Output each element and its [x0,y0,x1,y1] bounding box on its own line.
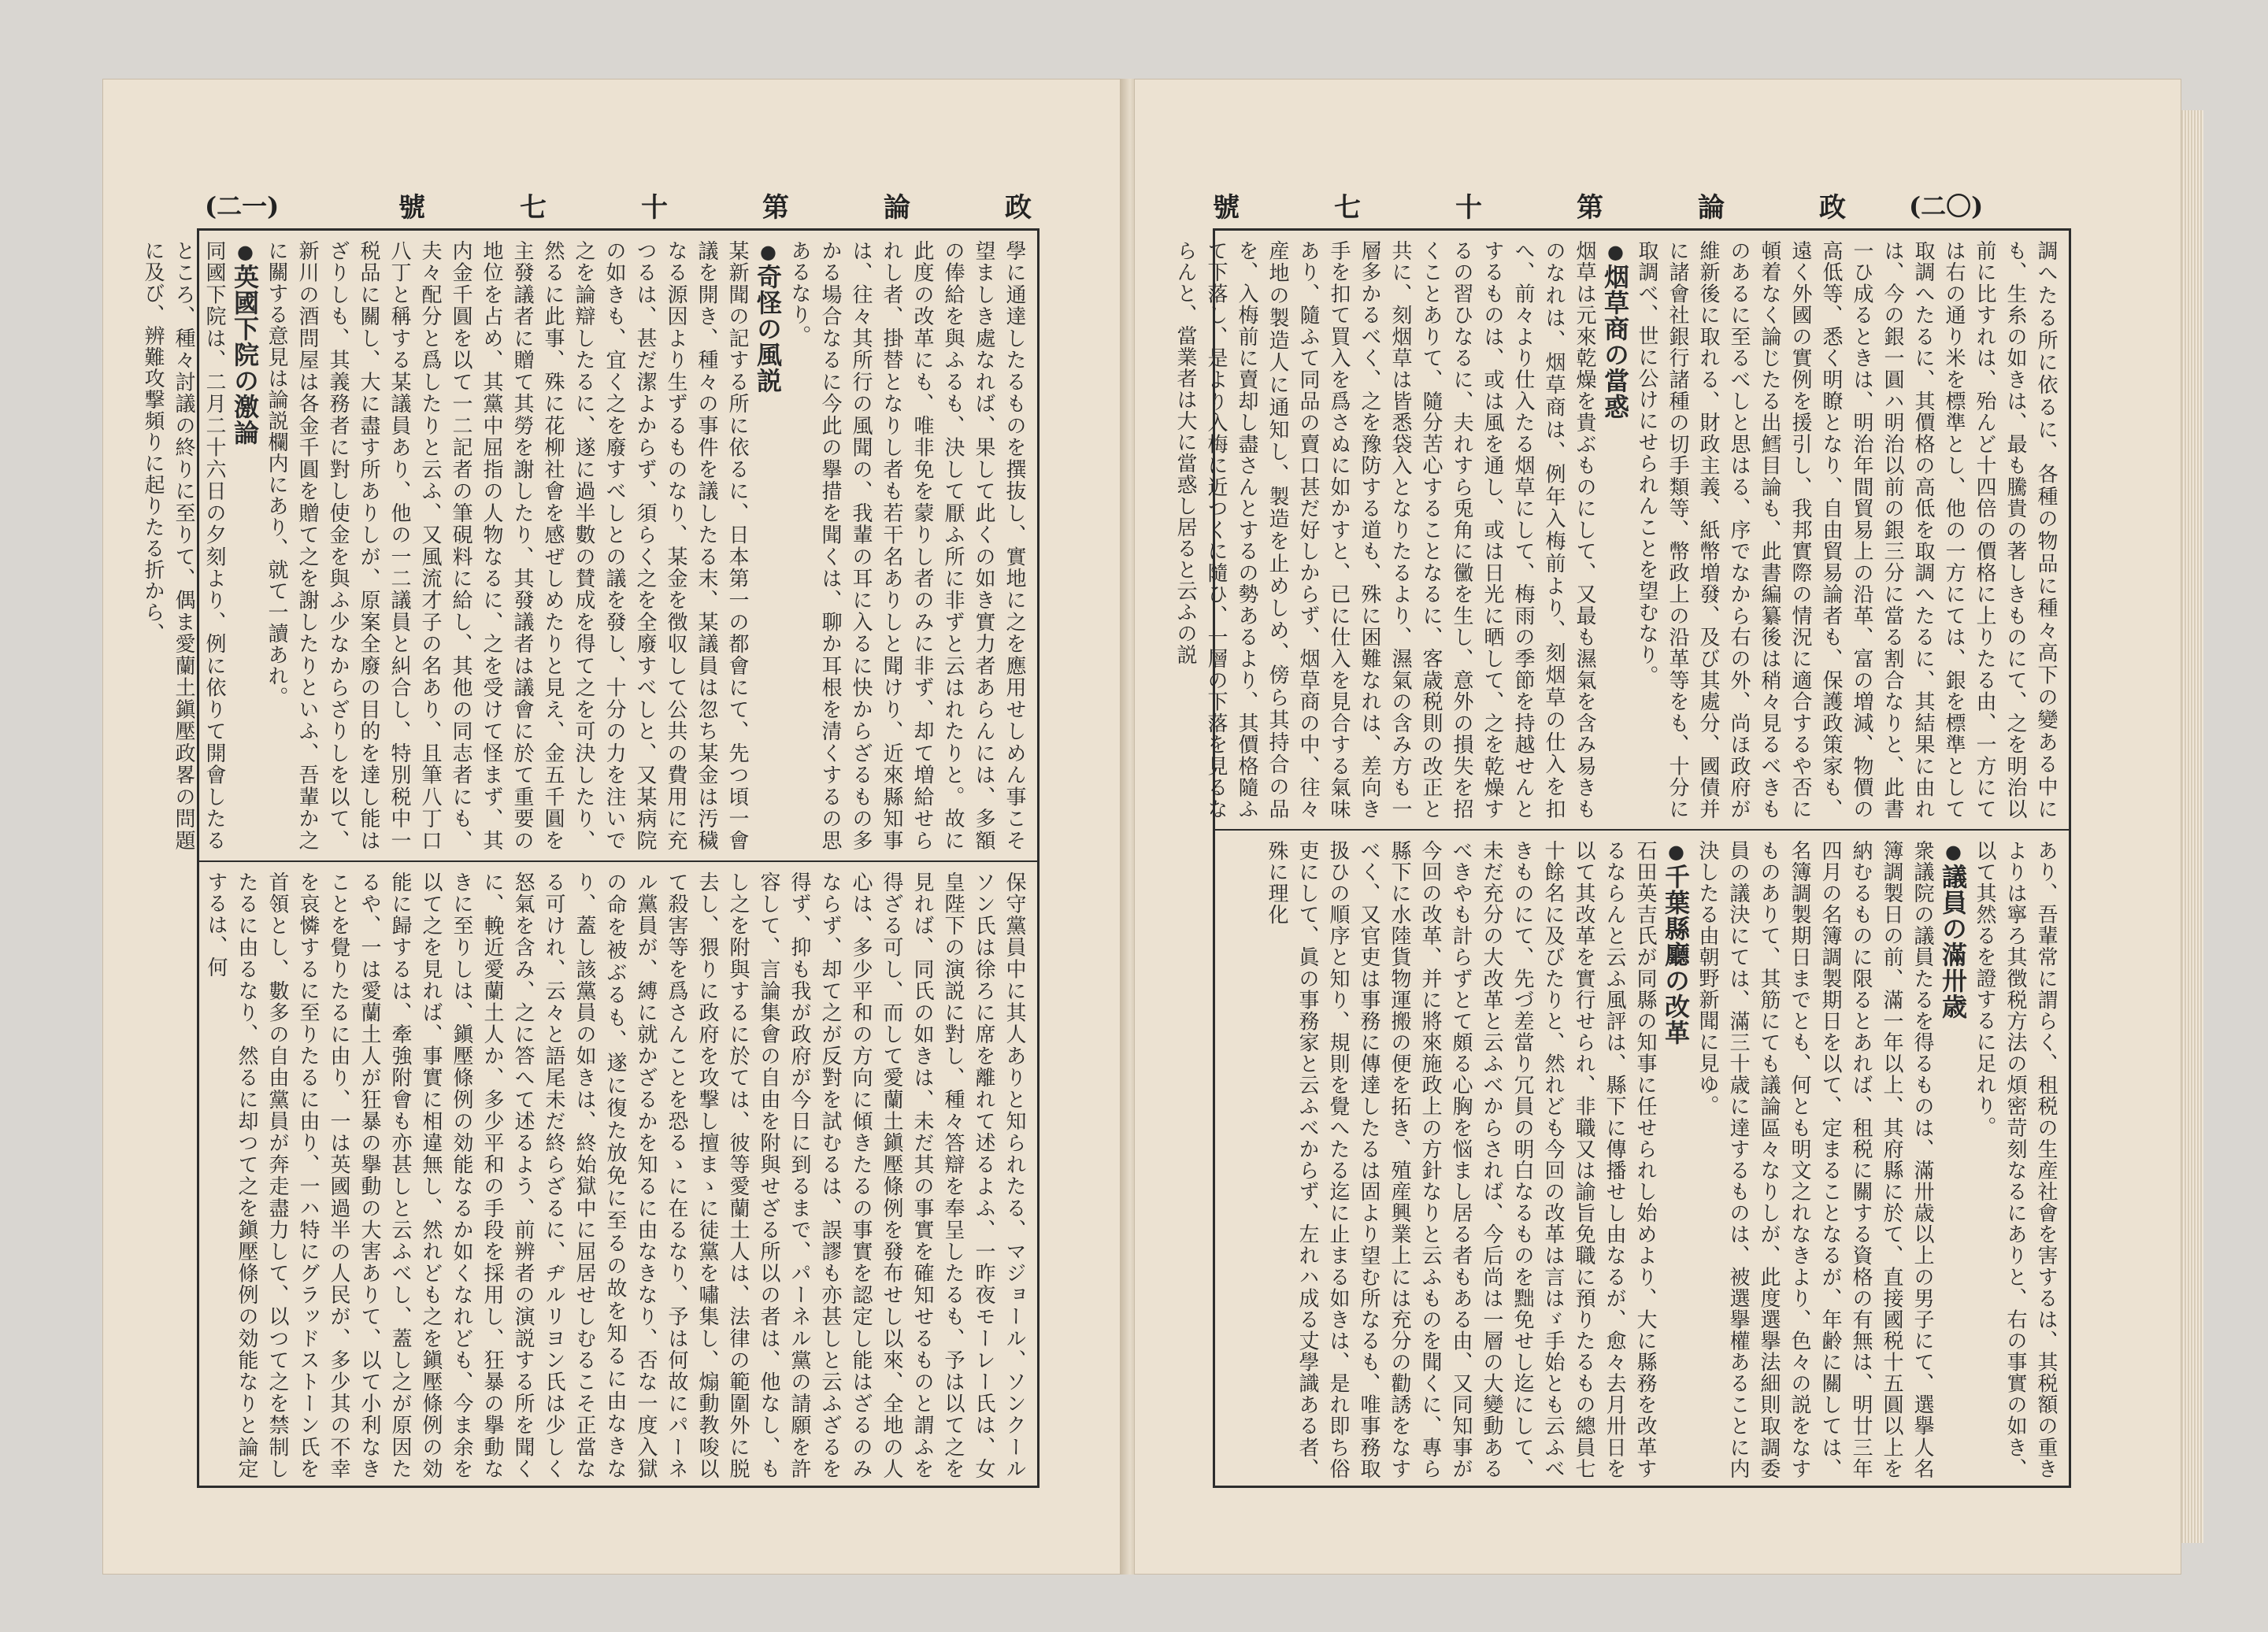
right-lower-intro: あり、吾輩常に謂らく、租税の生産社會を害するは、其税額の重きよりは寧ろ其徴税方法の煩密苛刻なるにありと、右の事實の如き、以て其然るを證するに足れり。 [1973,840,2058,1480]
right-divider [1215,829,2069,831]
heading-tabakosho: ● 烟草商の當惑 [1599,240,1631,820]
section-chiba-kencho: 石田英吉氏が同縣の知事に任せられし始めより、大に縣務を改革するならんと云ふ風評は、縣下に傳播せし由なるが、愈々去月卅日を以て其改革を實行せられ、非職又は諭旨免職に預りたるもの總員七十餘名に及びたりと、然れども今回の改革は言はゞ手始とも云ふべきものにて、先づ差當り冗員の明白なるものを黜免せし迄にして、未だ充分の大改革と云ふべからされば、今后尚は一層の大變動あるべきやも計らずとて頗る心胸を悩まし居る者もある由、又同知事が今回の改革、并に將來施政上の方針なりと云ふものを聞くに、專ら縣下に水陸貨物運搬の便を拓き、殖産興業上には充分の勸誘をなすべく、又官吏は事務に傳達したるは固より望む所なるも、唯事務取扱ひの順序と知り、規則を覺へたる迄に止まる如きは、是れ即ち俗吏にして、眞の事務家と云ふべからず、左れハ成る丈學識ある者、殊に理化 [1265,840,1657,1480]
section-tabakosho: 烟草は元來乾燥を貴ぶものにして、又最も濕氣を含み易きものなれは、烟草商は、例年入梅前より、刻烟草の仕入を扣へ、前々より仕入たる烟草にして、梅雨の季節を持越せんとするものは、或は風を通し、或は日光に晒して、之を乾燥するの習ひなるに、夫れすら兎角に黴を生し、意外の損失を招くことありて、隨分苦心することなるに、客歳税則の改正と共に、刻烟草は皆悉袋入となりたるより、濕氣の含み方も一層多かるべく、之を豫防する道も、殊に困難なれは、差向き手を扣て買入を爲さぬに如かすと、已に仕入を見合する氣味あり、隨ふて同品の賣口甚だ好しからず、烟草商の中、往々産地の製造人に通知し、製造を止めしめ、傍ら其持合の品を、入梅前に賣却し盡さんとするの勢あるより、其價格隨ふて下落し、是より入梅に近つくに隨ひ、一層の下落を見るならんと、當業者は大に當惑し居ると云ふの説 [1173,240,1596,820]
left-running-head [205,181,1032,228]
right-upper-intro: 調へたる所に依るに、各種の物品に種々高下の變ある中にも、生糸の如きは、最も騰貴の著しきものにて、之を明治以前に比すれは、殆んど十四倍の價格に上りたる由、一方にては右の通り米を標準とし、他の一方にては、銀を標準として取調へたるに、其價格の高低を取調へたるに、其結果に由れは、今の銀一圓ハ明治以前の銀三分に當る割合なりと、此書一ひ成るときは、明治年間貿易上の沿革、富の増減、物價の高低等、悉く明瞭となり、自由貿易論者も、保護政策家も、遠く外國の實例を援引し、我邦實際の情況に適合するや否に頓着なく論じたる出鱈目論も、此書編纂後は稍々見るべきものあるに至るべしと思はる、序でなから右の外、尚ほ政府が維新後に取れる、財政主義、紙幣増發、及び其處分、國債并に諸會社銀行諸種の切手類等、幣政上の沿革等をも、十分に取調べ、世に公けにせられんことを望むなり。 [1635,240,2058,820]
heading-eikoku-kain: ● 英國下院の激論 [229,240,261,851]
open-book [102,79,2181,1575]
section-giin-no-30sai: 衆議院の議員たるを得るものは、滿卅歳以上の男子にて、選擧人名簿調製日の前、滿一年以上、其府縣に於て、直接國税十五圓以上を納むるものに限るとあれば、租税に關する資格の有無は、明廿三年四月の名簿調製期日を以て、定まることなるが、年齢に關しては、名簿調製期日までとも、何とも明文之れなきより、色々の説をなすものありて、其筋にても議論區々なりしが、此度選擧法細則取調委員の議決にては、滿三十歳に達するものは、被選擧權あることに内決したる由朝野新聞に見ゆ。 [1695,840,1934,1480]
left-page-number: (二一) [205,191,280,221]
heading-kikai-no-fusetsu: ● 奇怪の風説 [752,240,784,851]
right-running-title: 號 七 十 第 論 政 [1213,191,1846,224]
section-eikoku-kain: 同國下院は、二月二十六日の夕刻より、例に依りて開會したるところ、種々討議の終りに至りて、偶ま愛蘭土鎭壓政畧の問題に及び、辨難攻撃頻りに起りたる折から、 [141,240,226,851]
left-page [102,79,1128,1575]
left-upper-column [141,240,1029,851]
section-kikai-no-fusetsu: 某新聞の記する所に依るに、日本第一の都會にて、先つ頃一會議を開き、種々の事件を議したる末、某議員は忽ち某金は汚穢なる源因より生ずるものなり、某金を徴収して公共の費用に充つるは、甚だ潔よからず、須らく之を全廢すべしと、又某病院の如きも、宜く之を廢すべしとの議を發し、十分の力を注いで之を論辯したるに、遂に過半數の賛成を得て之を可決したり、然るに此事、殊に花柳社會を感ぜしめたりと見え、金五千圓を主發議者に贈て其勞を謝したり、其發議者は議會に於て重要の地位を占め、其黨中屈指の人物なるに、之を受けて怪まず、其内金千圓を以て一二記者の筆硯料に給し、其他の同志者にも、夫々配分と爲したりと云ふ、又風流才子の名あり、且筆八丁口八丁と稱する某議員あり、他の一二議員と糾合し、特別税中一税品に關し、大に盡す所ありしが、原案全廢の目的を達し能はざりしも、其義務者に對し使金を與ふ少なからざりしを以て、新川の酒問屋は各金千圓を贈て之を謝したりといふ、吾輩か之に關する意見は論説欄内にあり、就て一讀あれ。 [265,240,749,851]
right-running-head [1213,181,2063,228]
heading-chiba-kencho: ● 千葉縣廳の改革 [1660,840,1692,1479]
left-upper-paragraph: 學に通達したるものを撰抜し、實地に之を應用せしめん事こそ望ましき處なれば、果して此くの如き實力者あらんには、多額の俸給を與ふるも、決して厭ふ所に非ずと云はれたりと。故に此度の改革にも、唯非免を蒙りし者のみに非ず、却て増給せられし者、掛替となりし者も若干名ありしと聞けり、近來縣知事は、往々其所行の風聞の、我輩の耳に入るに快からざるもの多かる場合なるに今此の擧措を聞くは、聊か耳根を清くするの思あるなり。 [788,240,1026,851]
right-lower-column [1226,840,2061,1479]
left-lower-column [204,872,1029,1479]
left-divider [199,860,1037,862]
left-running-title: 號 七 十 第 論 政 [398,191,1032,224]
page-edges [2181,110,2203,1543]
right-upper-column [1173,240,2061,820]
left-text-frame [141,228,1040,1488]
right-page-number: (二〇) [1909,191,1984,221]
right-text-frame [1173,228,2071,1488]
right-page [1134,79,2181,1575]
left-lower-paragraph: 保守黨員中に其人ありと知られたる、マジョール、ソンクールソン氏は徐ろに席を離れて述るよふ、一昨夜モーレー氏は、女皇陛下の演説に對し、種々答辯を奉呈したるも、予は以て之を見れば、同氏の如きは、未だ其の事實を確知せるものと謂ふを得ざる可し、而して愛蘭土鎭壓條例を發布せし以來、全地の人心は、多少平和の方向に傾きたるの事實を認定し能はざるのみならず、却て之が反對を試むるは、誤謬も亦甚しと云ふざるを得ず、抑も我が政府が今日に到るまで、パーネル黨の請願を許容して、言論集會の自由を附與せざる所以の者は、他なし、もし之を附與するに於ては、彼等愛蘭土人は、法律の範圍外に脱去し、猥りに政府を攻撃し擅まゝに徒黨を嘯集し、煽動教唆以て殺害等を爲さんことを恐るゝに在るなり、予は何故にパーネル黨員が、縛に就かざるかを知るに由なきなり、否な一度入獄の命を被ぶるも、遂に復た放免に至るの故を知るに由なきなり、蓋し該黨員の如きは、終始獄中に屈居せしむるこそ正當なる可けれ、云々と語尾未だ終らざるに、ヂルリヨン氏は少しく怒氣を含み、之に答へて述るよう、前辨者の演説する所を聞くに、輓近愛蘭土人か、多少平和の手段を採用し、狂暴の擧動なきに至りしは、鎭壓條例の効能なるか如くなれども、今ま余を以て之を見れば、事實に相違無し、然れども之を鎭壓條例の効能に歸するは、牽強附會も亦甚しと云ふべし、蓋し之が原因たるや、一は愛蘭土人が狂暴の擧動の大害ありて、以て小利なきことを覺りたるに由り、一は英國過半の人民が、多少其の不幸を哀憐するに至りたるに由り、一ハ特にグラッドストーン氏を首領とし、數多の自由黨員が奔走盡力して、以つて之を禁制したるに由るなり、然るに却つて之を鎭壓條例の効能なりと論定するは、何 [204,872,1026,1479]
heading-giin-no-30sai: ● 議員の滿卅歳 [1937,840,1969,1479]
